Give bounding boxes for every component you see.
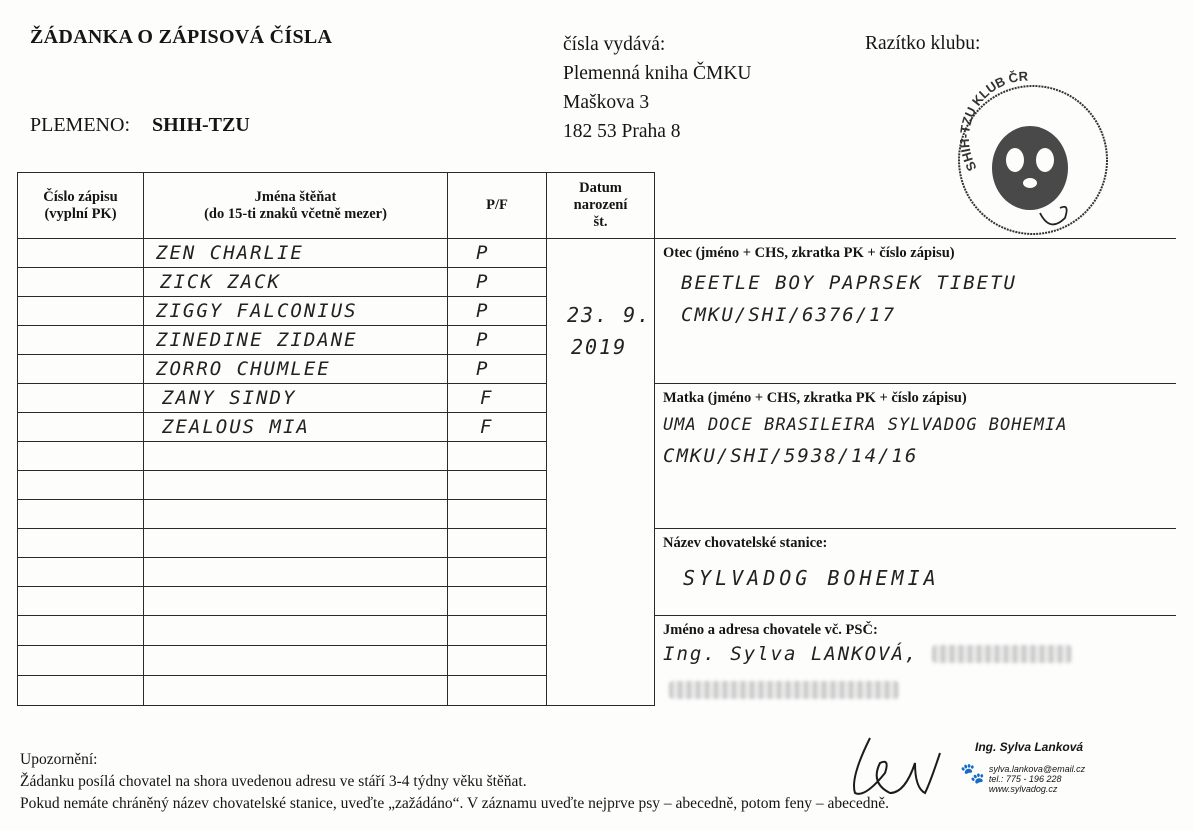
header-right-blank [655,173,1176,239]
form-title: ŽÁDANKA O ZÁPISOVÁ ČÍSLA [30,26,333,48]
puppy-sex-9[interactable] [448,471,547,500]
puppy-sex-4: P [448,326,547,355]
puppy-sex-6: F [448,384,547,413]
reg-no-cell-5[interactable] [18,355,144,384]
puppy-name-3: ZIGGY FALCONIUS [144,297,448,326]
puppy-name-10[interactable] [144,500,448,529]
puppy-name-6: ZANY SINDY [144,384,448,413]
puppy-sex-14[interactable] [448,616,547,646]
reg-no-cell-15[interactable] [18,645,144,675]
breeder-name: Ing. Sylva LANKOVÁ, [663,643,919,665]
reg-no-cell-7[interactable] [18,413,144,442]
redacted-address-1 [932,645,1072,663]
reg-no-cell-8[interactable] [18,442,144,471]
breed-line [30,114,250,137]
issuer-block [563,30,751,146]
puppy-name-16[interactable] [144,675,448,705]
kennel-label: Název chovatelské stanice: [663,535,828,551]
dam-name: UMA DOCE BRASILEIRA SYLVADOG BOHEMIA [663,415,1068,435]
header-names: Jména štěňat (do 15-ti znaků včetně mezer) [144,173,448,239]
puppy-name-5: ZORRO CHUMLEE [144,355,448,384]
puppy-name-8[interactable] [144,442,448,471]
kennel-value: SYLVADOG BOHEMIA [683,566,940,590]
puppy-sex-3: P [448,297,547,326]
reg-no-cell-3[interactable] [18,297,144,326]
puppy-table [17,172,1176,706]
club-stamp-label: Razítko klubu: [865,33,981,54]
issuer-city: 182 53 Praha 8 [563,121,681,142]
reg-no-cell-9[interactable] [18,471,144,500]
reg-no-cell-2[interactable] [18,268,144,297]
dam-cell [655,384,1176,529]
stamp-tel: tel.: 775 - 196 228 [988,774,1062,784]
puppy-name-13[interactable] [144,587,448,616]
sire-reg: CMKU/SHI/6376/17 [681,304,897,326]
reg-no-cell-10[interactable] [18,500,144,529]
puppy-sex-16[interactable] [448,675,547,705]
breed-label: PLEMENO: [30,114,130,136]
header-dob: Datum narození št. [547,173,655,239]
puppy-sex-10[interactable] [448,500,547,529]
handwritten-signature [840,728,950,808]
puppy-sex-7: F [448,413,547,442]
issuer-name: Plemenná kniha ČMKU [563,63,752,84]
birth-date-year: 2019 [571,335,628,359]
puppy-name-2: ZICK ZACK [144,268,448,297]
reg-no-cell-6[interactable] [18,384,144,413]
issuer-street: Maškova 3 [563,92,650,113]
reg-no-cell-14[interactable] [18,616,144,646]
dam-reg: CMKU/SHI/5938/14/16 [663,445,919,467]
header-sex: P/F [448,173,547,239]
puppy-sex-5: P [448,355,547,384]
breeder-stamp [940,740,1085,794]
kennel-cell [655,529,1176,616]
puppy-sex-2: P [448,268,547,297]
dob-cell [547,239,655,706]
notes-line-2: Pokud nemáte chráněný název chovatelské stanice, uveďte „zažádáno“. V záznamu uveďte nejprve psy – abecedně, potom feny – abecedně. [20,795,890,812]
puppy-name-9[interactable] [144,471,448,500]
puppy-sex-11[interactable] [448,529,547,558]
sire-label: Otec (jméno + CHS, zkratka PK + číslo zápisu) [663,245,955,261]
puppy-sex-12[interactable] [448,558,547,587]
breeder-cell [655,616,1176,706]
puppy-name-7: ZEALOUS MIA [144,413,448,442]
reg-no-cell-13[interactable] [18,587,144,616]
notes-line-1: Žádanku posílá chovatel na shora uvedenou adresu ve stáří 3-4 týdny věku štěňat. [20,773,527,790]
reg-no-cell-4[interactable] [18,326,144,355]
puppy-name-11[interactable] [144,529,448,558]
puppy-name-1: ZEN CHARLIE [144,239,448,268]
paw-icon: 🐾 [960,763,985,785]
stamp-web: www.sylvadog.cz [988,784,1058,794]
puppy-name-12[interactable] [144,558,448,587]
reg-no-cell-11[interactable] [18,529,144,558]
issuer-label: čísla vydává: [563,34,666,55]
puppy-name-15[interactable] [144,645,448,675]
puppy-name-4: ZINEDINE ZIDANE [144,326,448,355]
club-stamp-text: SHIH-TZU KLUB ČR [956,68,1029,174]
birth-date-day-month: 23. 9. [567,303,652,327]
breeder-label: Jméno a adresa chovatele vč. PSČ: [663,622,878,638]
sire-cell [655,239,1176,384]
puppy-sex-1: P [448,239,547,268]
dam-label: Matka (jméno + CHS, zkratka PK + číslo zápisu) [663,390,967,406]
puppy-sex-15[interactable] [448,645,547,675]
stamp-breeder-name: Ing. Sylva Lanková [975,740,1084,754]
breed-value: SHIH-TZU [152,114,250,136]
header-reg-no: Číslo zápisu (vyplní PK) [18,173,144,239]
puppy-name-14[interactable] [144,616,448,646]
puppy-sex-13[interactable] [448,587,547,616]
redacted-address-2 [669,681,899,699]
reg-no-cell-12[interactable] [18,558,144,587]
notes-block [20,749,889,815]
sire-name: BEETLE BOY PAPRSEK TIBETU [681,272,1017,294]
stamp-email: sylva.lankova@email.cz [988,764,1086,774]
puppy-sex-8[interactable] [448,442,547,471]
notes-heading: Upozornění: [20,751,98,768]
reg-no-cell-1[interactable] [18,239,144,268]
reg-no-cell-16[interactable] [18,675,144,705]
